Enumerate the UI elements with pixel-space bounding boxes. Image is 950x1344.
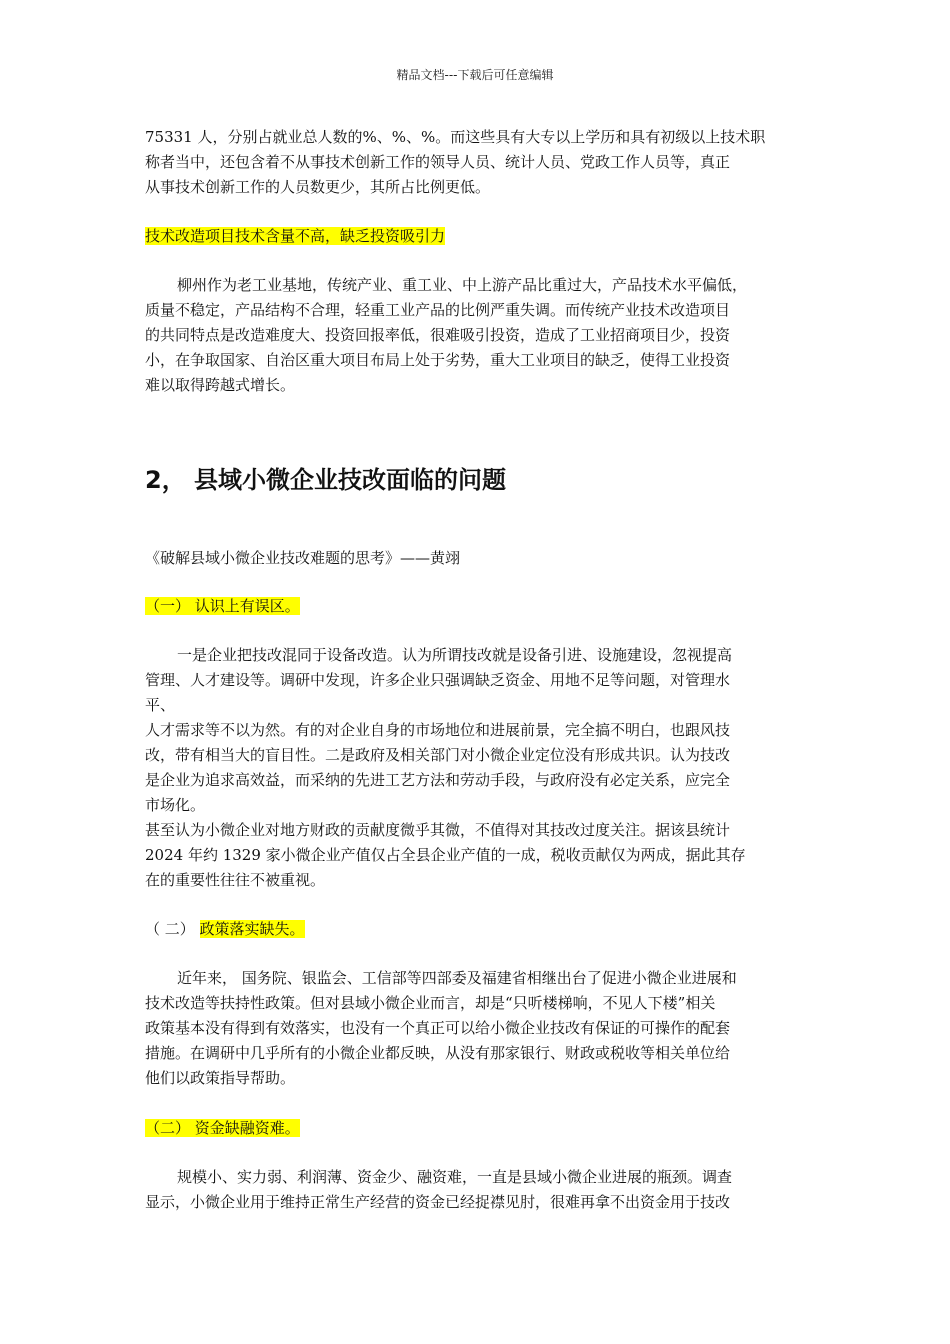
text-line: 显示，小微企业用于维持正常生产经营的资金已经捉襟见肘，很难再拿不出资金用于技改 xyxy=(145,1193,731,1211)
highlighted-label: 政策落实缺失。 xyxy=(199,920,305,938)
text-line: 小，在争取国家、自治区重大项目布局上处于劣势，重大工业项目的缺乏，使得工业投资 xyxy=(145,351,731,369)
text-line: 柳州作为老工业基地，传统产业、重工业、中上游产品比重过大，产品技术水平偏低， xyxy=(177,276,748,294)
section-heading: 2， 县域小微企业技改面临的问题 xyxy=(145,466,507,494)
paragraph-employment-stats xyxy=(145,125,813,200)
highlighted-label: （二） 资金缺融资难。 xyxy=(145,1119,300,1137)
text-line: 在的重要性往往不被重视。 xyxy=(145,871,326,889)
text-line: 2024 年约 1329 家小微企业产值仅占全县企业产值的一成，税收贡献仅为两成，据此其存 xyxy=(145,846,746,864)
text-line: 改，带有相当大的盲目性。二是政府及相关部门对小微企业定位没有形成共识。认为技改 xyxy=(145,746,731,764)
text-line: 难以取得跨越式增长。 xyxy=(145,376,296,394)
text-line: 技术改造等扶持性政策。但对县域小微企业而言，却是“只听楼梯响，不见人下楼”相关 xyxy=(145,994,716,1012)
paragraph-misunderstanding xyxy=(145,643,813,893)
section-label-funding xyxy=(145,1117,813,1139)
text-line: 措施。在调研中几乎所有的小微企业都反映，从没有那家银行、财政或税收等相关单位给 xyxy=(145,1044,731,1062)
text-line: 政策基本没有得到有效落实，也没有一个真正可以给小微企业技改有保证的可操作的配套 xyxy=(145,1019,731,1037)
section-label-tech-investment xyxy=(145,225,813,247)
text-line: 甚至认为小微企业对地方财政的贡献度微乎其微，不值得对其技改过度关注。据该县统计 xyxy=(145,821,731,839)
text-line: 平、 xyxy=(145,696,176,714)
text-line: 规模小、实力弱、利润薄、资金少、融资难，一直是县域小微企业进展的瓶颈。调查 xyxy=(177,1168,733,1186)
text-line: 人才需求等不以为然。有的对企业自身的市场地位和进展前景，完全搞不明白，也跟风技 xyxy=(145,721,731,739)
text-line: 从事技术创新工作的人员数更少，其所占比例更低。 xyxy=(145,178,491,196)
text-line: 市场化。 xyxy=(145,796,206,814)
text-line: 是企业为追求高效益，而采纳的先进工艺方法和劳动手段，与政府没有必定关系，应完全 xyxy=(145,771,731,789)
text-line: 近年来， 国务院、银监会、工信部等四部委及福建省相继出台了促进小微企业进展和 xyxy=(177,969,737,987)
section-label-misunderstanding xyxy=(145,595,813,617)
text-line: 质量不稳定，产品结构不合理，轻重工业产品的比例严重失调。而传统产业技术改造项目 xyxy=(145,301,731,319)
label-prefix: （ 二） xyxy=(145,920,200,938)
text-line: 的共同特点是改造难度大、投资回报率低，很难吸引投资，造成了工业招商项目少，投资 xyxy=(145,326,731,344)
page-header: 精品文档---下载后可任意编辑 xyxy=(396,68,554,82)
text-line: 一是企业把技改混同于设备改造。认为所谓技改就是设备引进、设施建设，忽视提高 xyxy=(177,646,733,664)
section-label-policy xyxy=(145,918,813,940)
highlighted-label: （一） 认识上有误区。 xyxy=(145,597,300,615)
paragraph-funding xyxy=(145,1165,813,1215)
text-line: 管理、人才建设等。调研中发现，许多企业只强调缺乏资金、用地不足等问题，对管理水 xyxy=(145,671,731,689)
text-line: 75331 人，分别占就业总人数的%、%、%。而这些具有大专以上学历和具有初级以上技术职 xyxy=(145,128,766,146)
paragraph-policy xyxy=(145,966,813,1091)
article-byline: 《破解县域小微企业技改难题的思考》——黄翊 xyxy=(145,549,461,567)
highlighted-label: 技术改造项目技术含量不高，缺乏投资吸引力 xyxy=(145,227,446,245)
text-line: 称者当中，还包含着不从事技术创新工作的领导人员、统计人员、党政工作人员等，真正 xyxy=(145,153,731,171)
paragraph-liuzhou xyxy=(145,273,813,398)
text-line: 他们以政策指导帮助。 xyxy=(145,1069,296,1087)
